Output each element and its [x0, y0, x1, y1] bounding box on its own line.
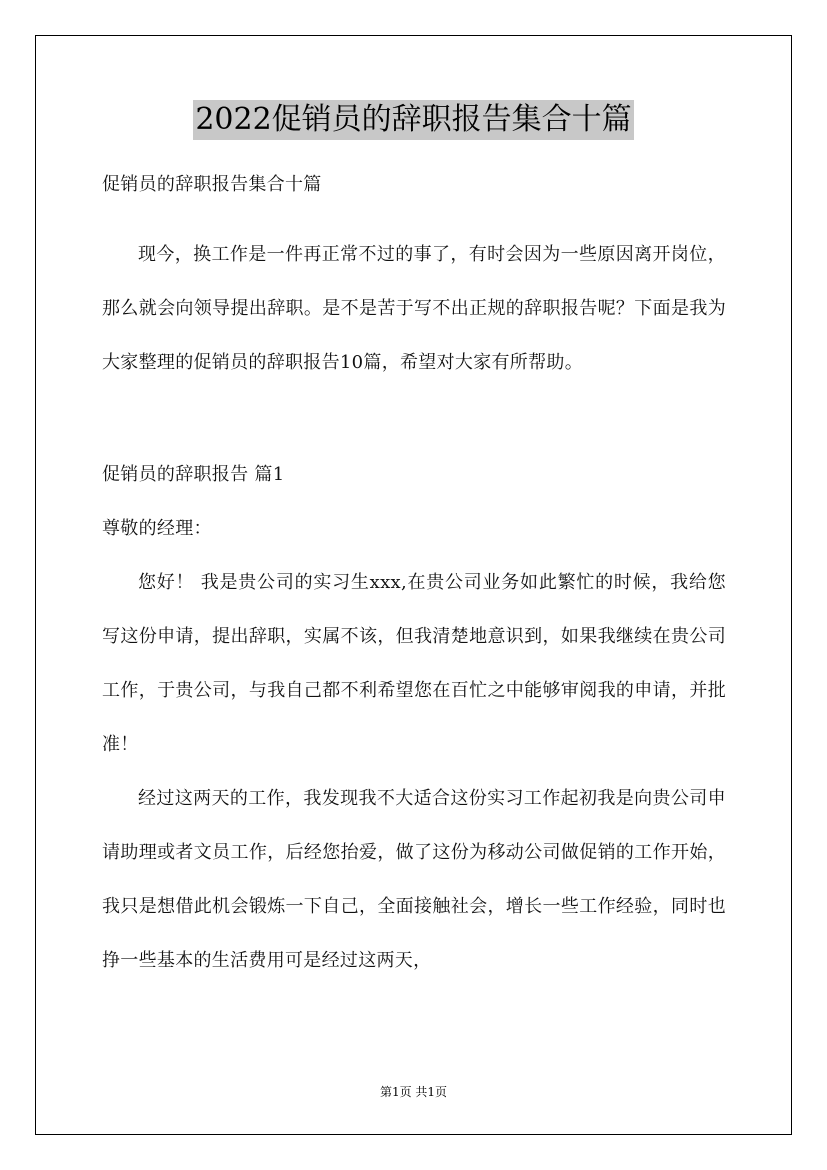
document-body: [102, 174, 726, 988]
body-paragraph: 您好！ 我是贵公司的实习生xxx,在贵公司业务如此繁忙的时候，我给您写这份申请，提出辞职，实属不该，但我清楚地意识到，如果我继续在贵公司工作，于贵公司，与我自己都不利希望您在百忙之中能够审阅我的申请，并批准！: [102, 572, 726, 755]
document-title: 2022促销员的辞职报告集合十篇: [193, 100, 633, 140]
intro-paragraph: 现今，换工作是一件再正常不过的事了，有时会因为一些原因离开岗位，那么就会向领导提出辞职。是不是苦于写不出正规的辞职报告呢？下面是我为大家整理的促销员的辞职报告10篇，希望对大家有所帮助。: [102, 244, 726, 373]
section-heading: 促销员的辞职报告 篇1: [102, 464, 285, 485]
salutation: 尊敬的经理：: [102, 518, 212, 539]
document-subtitle: 促销员的辞职报告集合十篇: [102, 174, 322, 195]
body-paragraph: 经过这两天的工作，我发现我不大适合这份实习工作起初我是向贵公司申请助理或者文员工作，后经您抬爱，做了这份为移动公司做促销的工作开始，我只是想借此机会锻炼一下自己，全面接触社会，增长一些工作经验，同时也挣一些基本的生活费用可是经过这两天，: [102, 788, 726, 971]
page-footer: 第1页 共1页: [379, 1085, 448, 1099]
title-container: [0, 100, 827, 140]
